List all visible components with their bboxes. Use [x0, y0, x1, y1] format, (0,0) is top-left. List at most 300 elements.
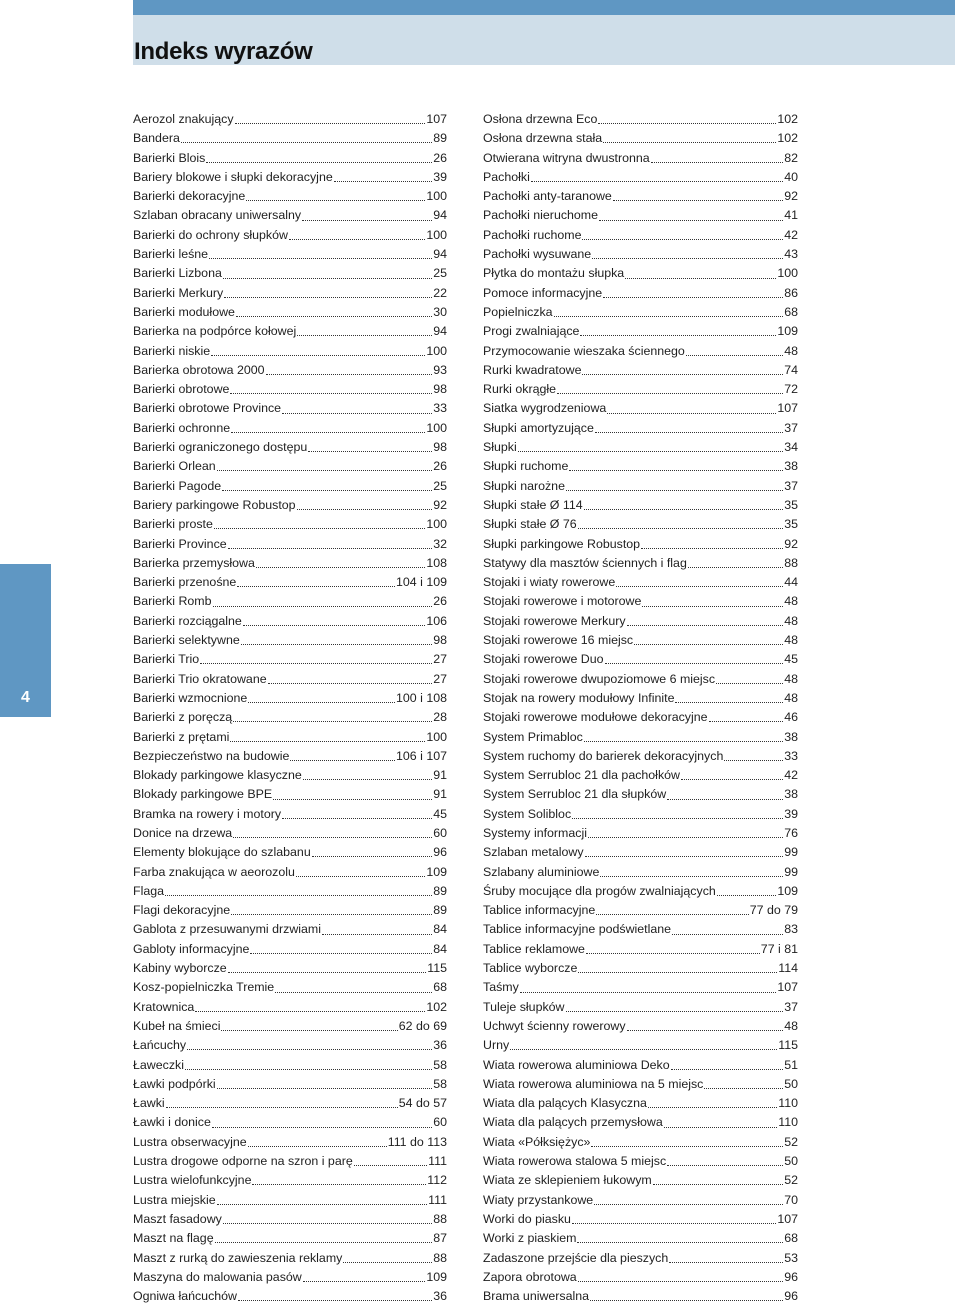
dot-leader [290, 760, 395, 761]
index-entry-term: Barierki przenośne [133, 575, 237, 590]
index-entry-page: 43 [784, 247, 798, 262]
dot-leader [223, 278, 432, 279]
index-entry [133, 322, 447, 341]
index-entry-page: 87 [433, 1231, 447, 1246]
index-entry [483, 863, 798, 882]
dot-leader [268, 683, 433, 684]
index-entry [133, 206, 447, 225]
index-entry-page: 38 [784, 787, 798, 802]
index-entry-page: 50 [784, 1154, 798, 1169]
index-entry-term: Płytka do montażu słupka [483, 266, 625, 281]
dot-leader [241, 644, 432, 645]
index-entry [133, 1056, 447, 1075]
index-entry-term: Słupki stałe Ø 114 [483, 497, 583, 512]
index-entry-page: 62 do 69 [398, 1018, 447, 1033]
dot-leader [200, 663, 432, 664]
index-entry [133, 284, 447, 303]
index-entry [483, 1075, 798, 1094]
index-entry-term: Kubeł na śmieci [133, 1018, 221, 1033]
index-entry-term: Systemy informacji [483, 825, 587, 840]
index-entry [133, 1017, 447, 1036]
dot-leader [634, 644, 783, 645]
index-entry [133, 303, 447, 322]
index-entry-term: Wiata rowerowa aluminiowa Deko [483, 1057, 670, 1072]
index-entry [133, 824, 447, 843]
index-entry [133, 805, 447, 824]
index-entry-term: Pachołki ruchome [483, 227, 582, 242]
dot-leader [709, 721, 784, 722]
index-entry-term: Barierki ochronne [133, 420, 231, 435]
dot-leader [648, 1107, 777, 1108]
index-entry-page: 100 [426, 227, 447, 242]
index-entry-page: 99 [784, 864, 798, 879]
index-entry-page: 84 [433, 922, 447, 937]
index-entry-page: 110 [778, 1096, 798, 1111]
index-entry [133, 226, 447, 245]
index-entry-page: 98 [433, 440, 447, 455]
index-entry [133, 149, 447, 168]
index-entry [483, 689, 798, 708]
index-entry [483, 419, 798, 438]
index-entry [483, 978, 798, 997]
index-entry [133, 1229, 447, 1248]
index-entry [133, 728, 447, 747]
index-entry-page: 83 [784, 922, 798, 937]
index-entry-page: 22 [433, 285, 447, 300]
dot-leader [582, 374, 783, 375]
index-entry-page: 48 [784, 633, 798, 648]
index-entry-term: Barierki Trio [133, 652, 200, 667]
index-entry [483, 766, 798, 785]
index-entry [133, 110, 447, 129]
dot-leader [594, 1204, 783, 1205]
index-entry-page: 111 [428, 1192, 447, 1207]
dot-leader [224, 297, 432, 298]
index-entry-page: 51 [784, 1057, 798, 1072]
index-entry-page: 107 [426, 112, 447, 126]
index-entry-page: 115 [778, 1038, 798, 1053]
dot-leader [664, 1127, 777, 1128]
index-entry-term: Tablice informacyjne podświetlane [483, 922, 672, 937]
index-entry [133, 650, 447, 669]
index-entry [133, 1249, 447, 1268]
index-entry [483, 670, 798, 689]
index-entry [483, 303, 798, 322]
index-entry-page: 52 [784, 1173, 798, 1188]
index-entry [483, 129, 798, 148]
index-entry-term: Barierki modułowe [133, 304, 235, 319]
chapter-number: 4 [21, 689, 30, 706]
index-entry-page: 77 i 81 [760, 941, 798, 956]
index-entry-term: Donice na drzewa [133, 825, 233, 840]
index-entry-term: Słupki [483, 440, 517, 455]
index-entry-page: 102 [777, 131, 798, 146]
index-entry-term: Zadaszone przejście dla pieszych [483, 1250, 669, 1265]
index-entry [133, 1075, 447, 1094]
index-entry-page: 70 [784, 1192, 798, 1207]
dot-leader [215, 1242, 433, 1243]
index-entry-term: Stojaki rowerowe 16 miejsc [483, 633, 634, 648]
index-entry [133, 129, 447, 148]
index-entry-page: 30 [433, 304, 447, 319]
index-entry-page: 72 [784, 382, 798, 397]
page-title: Indeks wyrazów [134, 38, 313, 65]
index-entry [483, 477, 798, 496]
index-entry-term: Zapora obrotowa [483, 1269, 577, 1284]
dot-leader [221, 1030, 397, 1031]
index-entry [483, 940, 798, 959]
index-entry-term: Ławki i donice [133, 1115, 211, 1130]
index-entry [133, 766, 447, 785]
index-entry-term: Maszt na flagę [133, 1231, 214, 1246]
index-entry-page: 91 [433, 768, 447, 783]
index-entry-term: Worki do piasku [483, 1211, 571, 1226]
index-entry-page: 33 [784, 748, 798, 763]
dot-leader [334, 181, 432, 182]
index-entry-term: Gablota z przesuwanymi drzwiami [133, 922, 321, 937]
dot-leader [580, 335, 776, 336]
dot-leader [669, 1262, 783, 1263]
index-entry-term: Barierka przemysłowa [133, 555, 255, 570]
index-entry-page: 68 [784, 304, 798, 319]
index-entry-term: Barierki dekoracyjne [133, 189, 246, 204]
index-entry-term: Kratownica [133, 999, 195, 1014]
index-entry-term: Szlaban metalowy [483, 845, 584, 860]
dot-leader [217, 1088, 433, 1089]
index-entry [133, 1171, 447, 1190]
dot-leader [233, 837, 432, 838]
dot-leader [233, 721, 432, 722]
index-entry-term: Flaga [133, 883, 164, 898]
index-entry [483, 920, 798, 939]
chapter-tab [0, 564, 51, 717]
index-entry-page: 92 [784, 189, 798, 204]
index-entry [483, 264, 798, 283]
index-entry-page: 37 [784, 478, 798, 493]
index-entry-term: System Primabloc [483, 729, 583, 744]
dot-leader [266, 374, 433, 375]
index-entry-term: Pomoce informacyjne [483, 285, 603, 300]
index-entry-page: 94 [433, 247, 447, 262]
index-entry-term: Słupki parkingowe Robustop [483, 536, 641, 551]
index-entry [483, 226, 798, 245]
index-entry-term: Maszt z rurką do zawieszenia reklamy [133, 1250, 343, 1265]
index-entry [133, 264, 447, 283]
index-entry-term: System Serrubloc 21 dla słupków [483, 787, 667, 802]
index-entry [483, 805, 798, 824]
index-entry-term: Barierki Province [133, 536, 227, 551]
index-entry-term: Bramka na rowery i motory [133, 806, 282, 821]
index-entry-page: 108 [426, 555, 447, 570]
dot-leader [237, 586, 395, 587]
index-entry-page: 26 [433, 459, 447, 474]
index-entry-page: 88 [784, 555, 798, 570]
dot-leader [236, 316, 432, 317]
index-entry [483, 1229, 798, 1248]
index-entry-page: 36 [433, 1038, 447, 1053]
index-entry [133, 998, 447, 1017]
index-entry [483, 1152, 798, 1171]
dot-leader [584, 741, 783, 742]
dot-leader [585, 856, 784, 857]
index-entry-page: 48 [784, 594, 798, 609]
index-entry-page: 96 [784, 1269, 798, 1284]
dot-leader [531, 181, 783, 182]
index-entry-page: 25 [433, 478, 447, 493]
dot-leader [213, 606, 433, 607]
index-entry-page: 27 [433, 671, 447, 686]
dot-leader [653, 1184, 783, 1185]
index-entry-term: Słupki narożne [483, 478, 565, 493]
index-entry [133, 419, 447, 438]
dot-leader [289, 239, 425, 240]
index-entry-page: 54 do 57 [398, 1096, 447, 1111]
index-entry-page: 45 [784, 652, 798, 667]
index-entry-term: Elementy blokujące do szlabanu [133, 845, 311, 860]
dot-leader [209, 258, 432, 259]
index-entry-page: 76 [784, 825, 798, 840]
index-entry [483, 1017, 798, 1036]
index-entry-term: Barierki selektywne [133, 633, 240, 648]
dot-leader [165, 895, 432, 896]
index-entry-term: Rurki kwadratowe [483, 362, 582, 377]
index-entry-page: 89 [433, 903, 447, 918]
dot-leader [230, 741, 425, 742]
index-entry [483, 1249, 798, 1268]
index-entry-term: Ogniwa łańcuchów [133, 1289, 238, 1304]
dot-leader [231, 914, 432, 915]
index-entry-page: 107 [777, 980, 798, 995]
index-entry [133, 978, 447, 997]
index-column-right [483, 110, 798, 1306]
index-entry [483, 1036, 798, 1055]
index-entry-page: 37 [784, 420, 798, 435]
dot-leader [578, 972, 777, 973]
dot-leader [586, 953, 760, 954]
index-entry-page: 60 [433, 825, 447, 840]
index-entry [133, 1191, 447, 1210]
index-entry-page: 109 [777, 324, 798, 339]
dot-leader [566, 490, 783, 491]
index-entry [133, 1036, 447, 1055]
index-entry-term: Barierki Pagode [133, 478, 222, 493]
dot-leader [577, 1242, 783, 1243]
index-entry-term: System ruchomy do barierek dekoracyjnych [483, 748, 724, 763]
index-entry-page: 115 [427, 961, 447, 976]
dot-leader [282, 413, 432, 414]
index-entry [133, 535, 447, 554]
index-entry-term: Urny [483, 1038, 510, 1053]
index-entry-page: 96 [433, 845, 447, 860]
dot-leader [724, 760, 783, 761]
index-entry-term: Uchwyt ścienny rowerowy [483, 1018, 626, 1033]
index-entry [133, 612, 447, 631]
index-entry [483, 1191, 798, 1210]
index-entry-page: 91 [433, 787, 447, 802]
index-entry-term: Barierki proste [133, 517, 213, 532]
dot-leader [569, 470, 783, 471]
index-entry-page: 33 [433, 401, 447, 416]
dot-leader [230, 393, 432, 394]
dot-leader [223, 1223, 432, 1224]
index-entry-term: Wiaty przystankowe [483, 1192, 594, 1207]
dot-leader [231, 432, 425, 433]
dot-leader [273, 799, 432, 800]
index-entry-page: 88 [433, 1250, 447, 1265]
index-entry-term: Barierki Orlean [133, 459, 216, 474]
index-entry-term: Brama uniwersalna [483, 1289, 590, 1304]
index-entry-page: 89 [433, 883, 447, 898]
dot-leader [222, 490, 432, 491]
index-entry-page: 109 [426, 864, 447, 879]
dot-leader [312, 856, 432, 857]
index-entry [133, 1094, 447, 1113]
index-entry-term: Słupki stałe Ø 76 [483, 517, 577, 532]
dot-leader [607, 413, 776, 414]
index-entry [133, 843, 447, 862]
index-entry-term: Barierki Romb [133, 594, 212, 609]
index-entry-page: 100 [426, 189, 447, 204]
dot-leader [510, 1049, 777, 1050]
index-entry [133, 1287, 447, 1306]
dot-leader [672, 934, 783, 935]
index-entry [483, 592, 798, 611]
index-entry-page: 68 [433, 980, 447, 995]
index-entry-term: Śruby mocujące dla progów zwalniających [483, 883, 716, 898]
dot-leader [554, 316, 784, 317]
index-entry-page: 100 [426, 420, 447, 435]
dot-leader [596, 914, 749, 915]
dot-leader [591, 1146, 783, 1147]
dot-leader [248, 1146, 387, 1147]
index-entry-term: Stojaki i wiaty rowerowe [483, 575, 616, 590]
index-entry-page: 100 [426, 343, 447, 358]
index-entry-term: Pachołki anty-taranowe [483, 189, 612, 204]
index-entry-page: 98 [433, 633, 447, 648]
index-entry-page: 46 [784, 710, 798, 725]
index-entry-term: Gabloty informacyjne [133, 941, 250, 956]
dot-leader [275, 992, 432, 993]
index-entry [133, 515, 447, 534]
index-entry-term: Szlabany aluminiowe [483, 864, 600, 879]
index-entry [133, 457, 447, 476]
index-entry-term: Siatka wygrodzeniowa [483, 401, 607, 416]
dot-leader [681, 779, 783, 780]
index-entry [133, 187, 447, 206]
index-entry-page: 45 [433, 806, 447, 821]
dot-leader [572, 818, 783, 819]
index-entry-term: Barierka na podpórce kołowej [133, 324, 297, 339]
index-entry-term: Stojaki rowerowe dwupoziomowe 6 miejsc [483, 671, 716, 686]
index-entry-page: 106 i 107 [396, 748, 447, 763]
header-accent-band [133, 0, 955, 15]
index-entry [483, 342, 798, 361]
index-entry-page: 102 [777, 112, 798, 126]
index-entry-page: 37 [784, 999, 798, 1014]
index-entry-page: 50 [784, 1076, 798, 1091]
index-entry-page: 98 [433, 382, 447, 397]
index-entry-term: Stojaki rowerowe Duo [483, 652, 604, 667]
dot-leader [246, 200, 425, 201]
index-entry [483, 496, 798, 515]
index-entry-page: 104 i 109 [396, 575, 447, 590]
dot-leader [613, 200, 783, 201]
index-entry-page: 40 [784, 169, 798, 184]
dot-leader [605, 663, 784, 664]
index-entry-page: 44 [784, 575, 798, 590]
index-entry-term: Tablice reklamowe [483, 941, 585, 956]
dot-leader [520, 992, 777, 993]
dot-leader [195, 1011, 425, 1012]
index-entry-page: 111 do 113 [387, 1134, 447, 1149]
index-entry-page: 48 [784, 1018, 798, 1033]
index-entry-page: 94 [433, 208, 447, 223]
index-entry-page: 100 i 108 [396, 690, 447, 705]
index-entry-term: Rurki okrągłe [483, 382, 556, 397]
dot-leader [642, 606, 783, 607]
index-entry-page: 39 [433, 169, 447, 184]
index-entry [483, 612, 798, 631]
index-entry-term: Aerozol znakujący [133, 112, 234, 126]
index-entry-page: 26 [433, 594, 447, 609]
dot-leader [578, 1281, 784, 1282]
dot-leader [248, 702, 395, 703]
index-entry-term: Barierki obrotowe [133, 382, 230, 397]
index-entry-term: Barierki niskie [133, 343, 211, 358]
index-entry [133, 168, 447, 187]
index-entry-term: Ławeczki [133, 1057, 184, 1072]
dot-leader [343, 1262, 432, 1263]
dot-leader [599, 220, 783, 221]
index-entry-page: 84 [433, 941, 447, 956]
dot-leader [252, 1184, 426, 1185]
index-entry [483, 1056, 798, 1075]
dot-leader [603, 142, 776, 143]
dot-leader [212, 1127, 432, 1128]
index-entry-page: 94 [433, 324, 447, 339]
index-entry-term: Barierki do ochrony słupków [133, 227, 288, 242]
index-entry-page: 100 [426, 517, 447, 532]
index-entry [133, 1113, 447, 1132]
index-entry [133, 592, 447, 611]
index-entry-term: Pachołki nieruchome [483, 208, 599, 223]
index-entry-term: Barierki ograniczonego dostępu [133, 440, 308, 455]
index-entry [483, 399, 798, 418]
index-entry [483, 535, 798, 554]
index-entry [483, 1113, 798, 1132]
dot-leader [296, 876, 425, 877]
dot-leader [716, 683, 783, 684]
index-entry [483, 1210, 798, 1229]
index-entry-term: Stojaki rowerowe i motorowe [483, 594, 642, 609]
index-entry [483, 322, 798, 341]
index-entry-term: Szlaban obracany uniwersalny [133, 208, 302, 223]
index-entry [483, 882, 798, 901]
index-entry-term: Stojaki rowerowe Merkury [483, 613, 626, 628]
index-entry-term: Flagi dekoracyjne [133, 903, 231, 918]
dot-leader [282, 818, 432, 819]
dot-leader [308, 451, 432, 452]
dot-leader [671, 1069, 784, 1070]
index-entry-term: Słupki amortyzujące [483, 420, 594, 435]
index-entry-term: Otwierana witryna dwustronna [483, 150, 650, 165]
index-entry-term: Lustra obserwacyjne [133, 1134, 247, 1149]
index-entry-page: 48 [784, 613, 798, 628]
index-entry-page: 109 [426, 1269, 447, 1284]
index-entry-page: 109 [777, 883, 798, 898]
dot-leader [256, 567, 425, 568]
index-entry [133, 747, 447, 766]
